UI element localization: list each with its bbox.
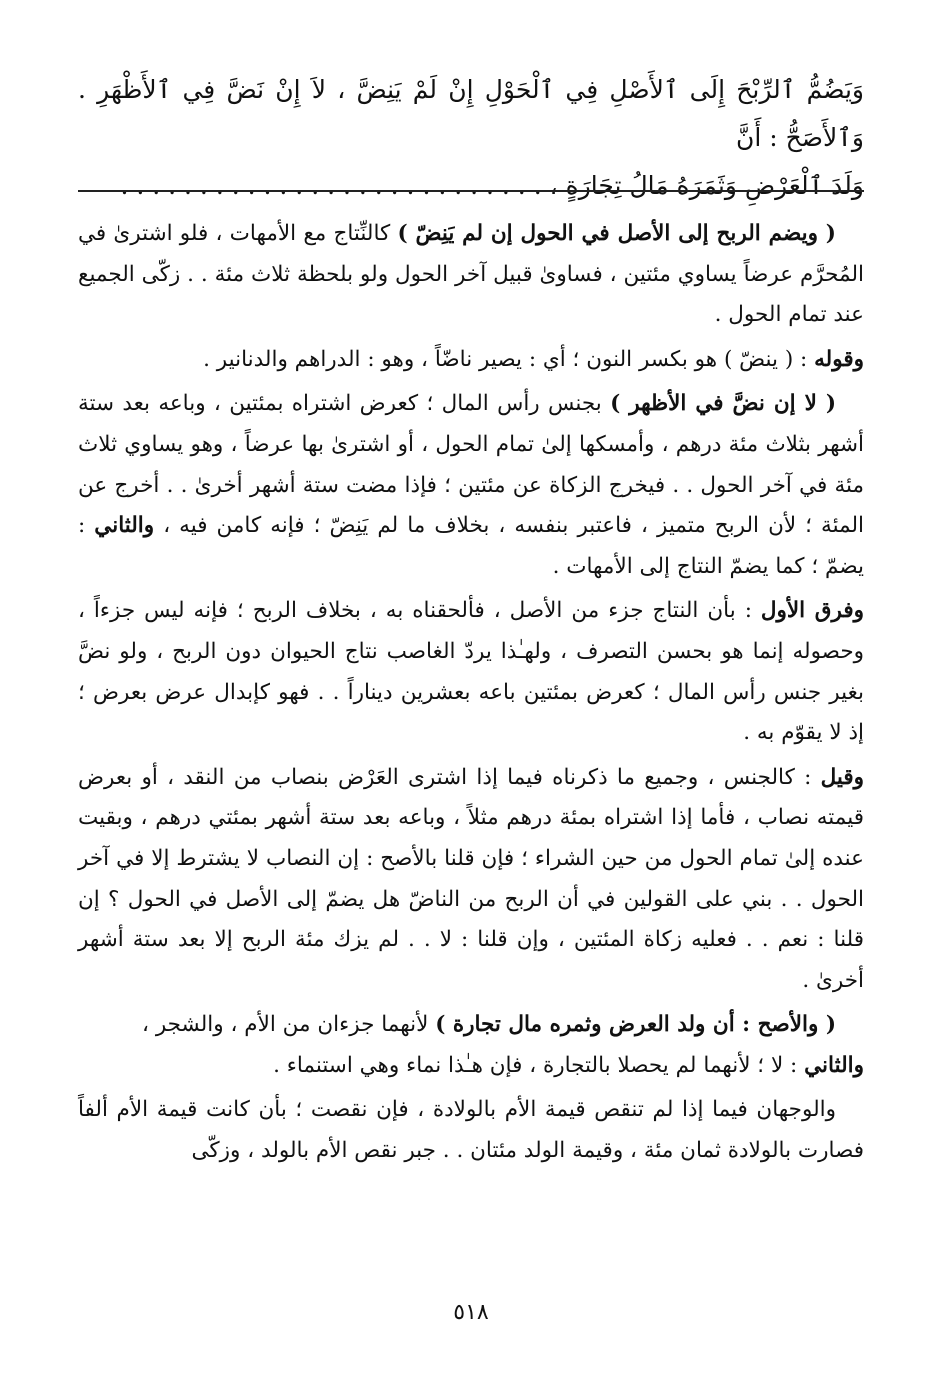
commentary-paragraph-6 bbox=[78, 1005, 864, 1086]
commentary-text: : لا ؛ لأنهما لم يحصلا بالتجارة ، فإن هـٰذا نماء وهي استنماء . bbox=[273, 1052, 805, 1078]
term-label: والثاني bbox=[94, 513, 155, 539]
commentary-text: لأنهما جزءان من الأم ، والشجر ، bbox=[142, 1012, 436, 1038]
commentary-sharh bbox=[78, 214, 864, 1176]
commentary-text: : كالجنس ، وجميع ما ذكرناه فيما إذا اشترى العَرْض بنصاب من النقد ، أو بعرض قيمته نصاب ، فأما إذا اشتراه بمئة درهم مثلاً ، وباعه بعد ستة أشهر بمئتي درهم ، وبقيت عنده إلىٰ تمام الحول من حين الشراء ؛ فإن قلنا بالأصح : إن النصاب لا يشترط إلا في آخر الحول . . بني على القولين في أن الربح من الناضّ هل يضمّ إلى الأصل في الحول ؟ إن قلنا : نعم . . فعليه زكاة المئتين ، وإن قلنا : لا . . لم يزك مئة الربح إلا بعد ستة أشهر أخرىٰ . bbox=[78, 764, 864, 993]
commentary-text: : يضمّ ؛ كما يضمّ النتاج إلى الأمهات . bbox=[78, 513, 864, 579]
commentary-paragraph-1 bbox=[78, 214, 864, 336]
term-label: والثاني bbox=[804, 1052, 864, 1078]
commentary-paragraph-2 bbox=[78, 340, 864, 381]
commentary-text: : بأن النتاج جزء من الأصل ، فألحقناه به ، بخلاف الربح ؛ فإنه ليس جزءاً ، وحصوله إنما هو بحسن التصرف ، ولهـٰذا يردّ الغاصب نتاج الحيوان دون الربح ، ولو نضَّ بغير جنس رأس المال ؛ كعرض بمئتين باعه بعشرين ديناراً . . فهو كإبدال عرض بعرض ؛ إذ لا يقوّم به . bbox=[78, 598, 864, 746]
quoted-matn: ( والأصح : أن ولد العرض وثمره مال تجارة ) bbox=[435, 1012, 836, 1038]
matn-line-2: وَلَدَ ٱلْعَرْضِ وَثَمَرَهُ مَالُ تِجَارَةٍ ، . . . . . . . . . . . . . . . . . . . . . . . . . . . bbox=[120, 171, 864, 200]
matn-line-1: وَيَضُمُّ ٱلرِّبْحَ إِلَى ٱلأَصْلِ فِي ٱلْحَوْلِ إِنْ لَمْ يَنِضَّ ، لاَ إِنْ نَضَّ فِي ٱلأَظْهَرِ . وَٱلأَصَحُّ : أَنَّ bbox=[78, 75, 864, 152]
commentary-text: بجنس رأس المال ؛ كعرض اشتراه بمئتين ، وباعه بعد ستة أشهر بثلاث مئة درهم ، وأمسكها إلىٰ تمام الحول ، أو اشترىٰ بها عرضاً ، وهو يساوي ثلاث مئة في آخر الحول . . فيخرج الزكاة عن مئتين ؛ فإذا مضت ستة أشهر أخرىٰ . . أخرج عن المئة ؛ لأن الربح متميز ، فاعتبر بنفسه ، بخلاف ما لم يَنِضّ ؛ فإنه كامن فيه ، bbox=[78, 391, 865, 539]
commentary-paragraph-5 bbox=[78, 758, 864, 1002]
commentary-text: كالنِّتاج مع الأمهات ، فلو اشترىٰ في المُحرَّم عرضاً يساوي مئتين ، فساوىٰ قبيل آخر الحول ولو بلحظة ثلاث مئة . . زكّى الجميع عند تمام الحول . bbox=[78, 221, 864, 328]
commentary-paragraph-7: والوجهان فيما إذا لم تنقص قيمة الأم بالولادة ، فإن نقصت ؛ بأن كانت قيمة الأم ألفاً فصارت بالولادة ثمان مئة ، وقيمة الولد مئتان . . جبر نقص الأم بالولد ، وزكّى bbox=[78, 1097, 864, 1164]
commentary-paragraph-4 bbox=[78, 591, 864, 753]
commentary-paragraph-3 bbox=[78, 384, 864, 587]
main-text-matn bbox=[78, 66, 864, 210]
term-label: وقوله bbox=[814, 346, 864, 372]
term-label: وفرق الأول bbox=[760, 598, 864, 624]
commentary-text: : ( ينضّ ) هو بكسر النون ؛ أي : يصير ناضّاً ، وهو : الدراهم والدنانير . bbox=[203, 346, 815, 372]
quoted-matn: ( ويضم الربح إلى الأصل في الحول إن لم يَنِضّ ) bbox=[397, 221, 836, 246]
separator-rule bbox=[78, 190, 864, 192]
quoted-matn: ( لا إن نضَّ في الأظهر ) bbox=[610, 391, 836, 417]
term-label: وقيل bbox=[820, 764, 864, 790]
page-number: ٥١٨ bbox=[453, 1300, 489, 1325]
